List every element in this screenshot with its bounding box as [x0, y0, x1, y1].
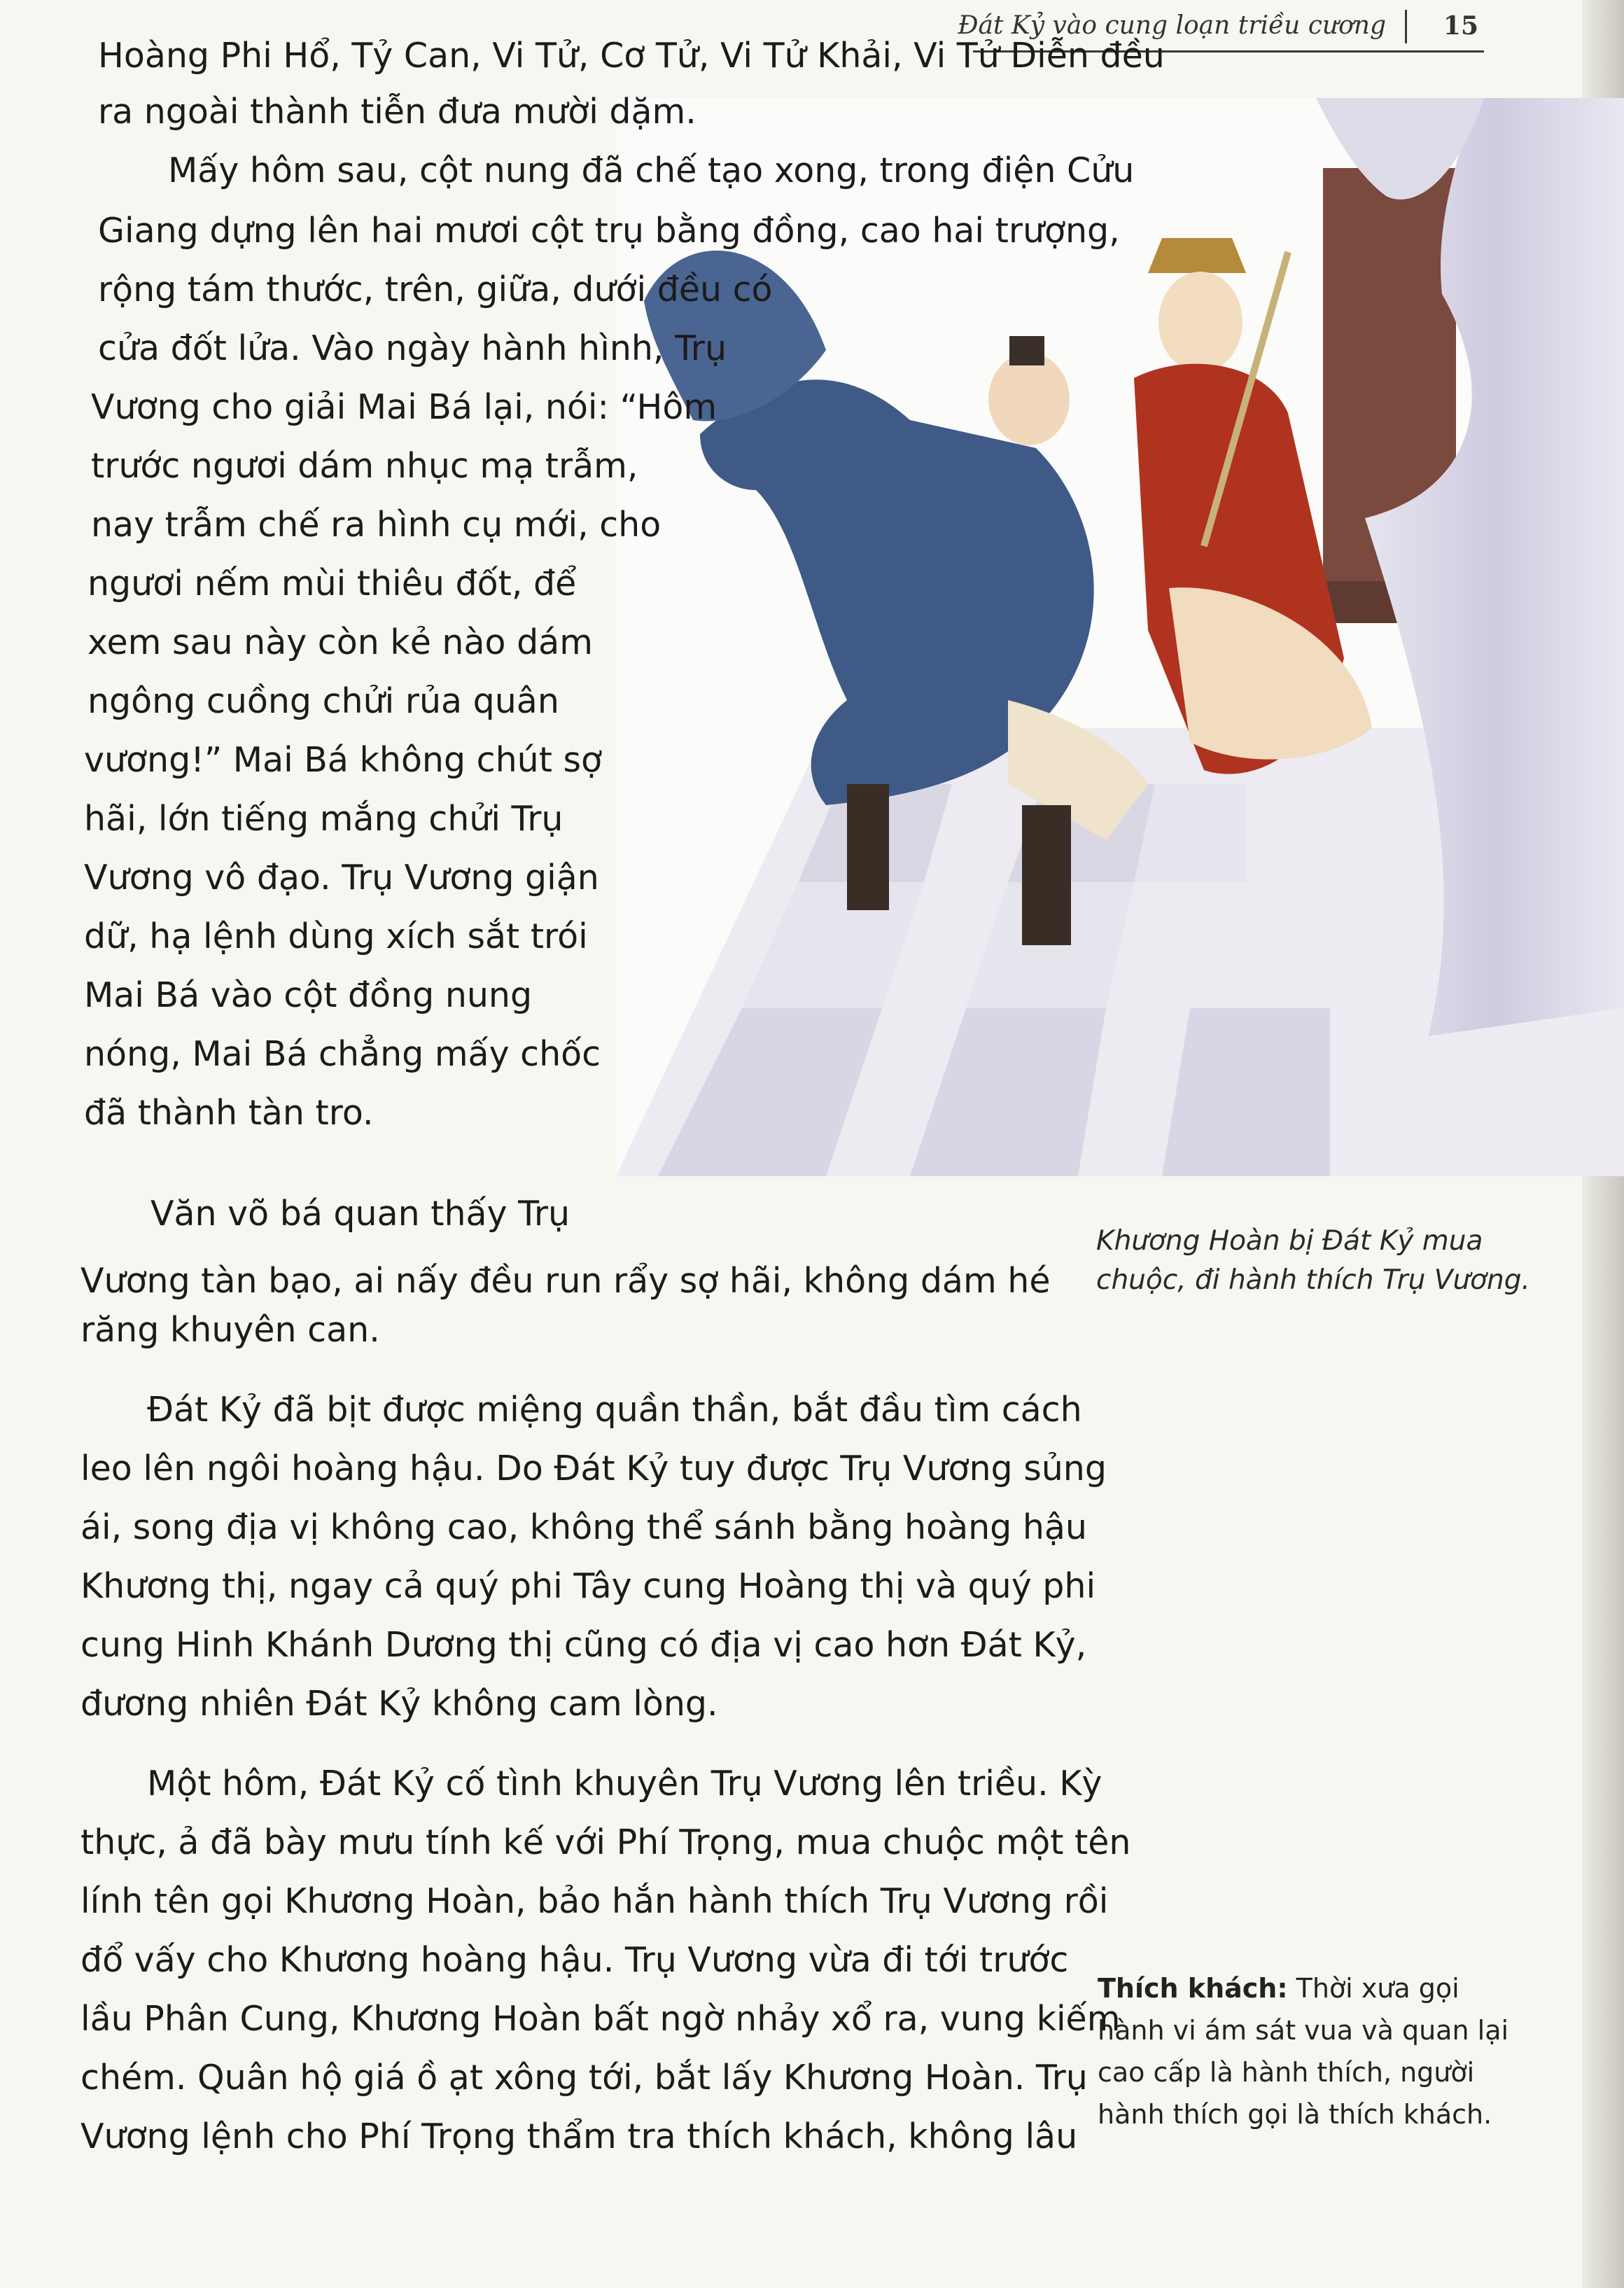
body-line: Vương lệnh cho Phí Trọng thẩm tra thích khách, không lâu — [80, 2116, 1078, 2156]
body-line: ngông cuồng chửi rủa quân — [88, 681, 559, 721]
body-line: Giang dựng lên hai mươi cột trụ bằng đồng, cao hai trượng, — [98, 211, 1120, 251]
page-number: 15 — [1443, 11, 1478, 41]
body-line: ra ngoài thành tiễn đưa mười dặm. — [98, 92, 696, 132]
body-line: thực, ả đã bày mưu tính kế với Phí Trọng, mua chuộc một tên — [80, 1822, 1131, 1862]
body-line: cửa đốt lửa. Vào ngày hành hình, Trụ — [98, 328, 727, 368]
glossary-line: hành thích gọi là thích khách. — [1098, 2099, 1492, 2130]
body-line: dữ, hạ lệnh dùng xích sắt trói — [84, 916, 588, 956]
body-line: ngươi nếm mùi thiêu đốt, để — [88, 564, 577, 604]
body-line: lầu Phân Cung, Khương Hoàn bất ngờ nhảy xổ ra, vung kiếm — [80, 1999, 1121, 2039]
body-line: đương nhiên Đát Kỷ không cam lòng. — [80, 1684, 718, 1724]
body-line: cung Hinh Khánh Dương thị cũng có địa vị cao hơn Đát Kỷ, — [80, 1625, 1087, 1665]
glossary-note — [1098, 1967, 1518, 2135]
body-line: Văn võ bá quan thấy Trụ — [150, 1194, 570, 1234]
body-line: leo lên ngôi hoàng hậu. Do Đát Kỷ tuy được Trụ Vương sủng — [80, 1449, 1107, 1488]
body-line: Hoàng Phi Hổ, Tỷ Can, Vi Tử, Cơ Tử, Vi Tử Khải, Vi Tử Diễn đều — [98, 36, 1165, 76]
body-line: vương!” Mai Bá không chút sợ — [84, 740, 603, 780]
body-line: nóng, Mai Bá chẳng mấy chốc — [84, 1034, 601, 1074]
glossary-line: cao cấp là hành thích, người — [1098, 2057, 1475, 2088]
glossary-line: hành vi ám sát vua và quan lại — [1098, 2015, 1509, 2046]
caption-line: chuộc, đi hành thích Trụ Vương. — [1096, 1264, 1530, 1296]
body-line: Khương thị, ngay cả quý phi Tây cung Hoàng thị và quý phi — [80, 1566, 1096, 1606]
body-line: Vương cho giải Mai Bá lại, nói: “Hôm — [91, 387, 718, 427]
illustration — [616, 98, 1624, 1176]
glossary-term: Thích khách: — [1098, 1973, 1288, 2004]
body-line: ái, song địa vị không cao, không thể sánh bằng hoàng hậu — [80, 1507, 1087, 1547]
body-line: Mai Bá vào cột đồng nung — [84, 975, 533, 1015]
body-line: Mấy hôm sau, cột nung đã chế tạo xong, trong điện Cửu — [168, 151, 1135, 190]
illustration-caption — [1096, 1222, 1530, 1300]
body-line: Đát Kỷ đã bịt được miệng quần thần, bắt đầu tìm cách — [147, 1390, 1082, 1430]
body-line: nay trẫm chế ra hình cụ mới, cho — [91, 505, 662, 545]
illustration-svg — [616, 98, 1624, 1176]
body-line: đã thành tàn tro. — [84, 1093, 374, 1133]
glossary-text: Thời xưa gọi — [1287, 1973, 1460, 2004]
body-line: trước ngươi dám nhục mạ trẫm, — [91, 446, 638, 486]
chapter-title: Đát Kỷ vào cung loạn triều cương — [958, 11, 1386, 40]
body-line: rộng tám thước, trên, giữa, dưới đều có — [98, 270, 773, 309]
body-line: chém. Quân hộ giá ồ ạt xông tới, bắt lấy Khương Hoàn. Trụ — [80, 2058, 1088, 2098]
header-separator — [1405, 10, 1407, 43]
body-line: Vương vô đạo. Trụ Vương giận — [84, 858, 599, 898]
body-line: Vương tàn bạo, ai nấy đều run rẩy sợ hãi, không dám hé — [80, 1261, 1051, 1301]
body-line: Một hôm, Đát Kỷ cố tình khuyên Trụ Vương lên triều. Kỳ — [147, 1764, 1102, 1804]
body-line: lính tên gọi Khương Hoàn, bảo hắn hành thích Trụ Vương rồi — [80, 1881, 1109, 1921]
body-line: xem sau này còn kẻ nào dám — [88, 622, 593, 662]
caption-line: Khương Hoàn bị Đát Kỷ mua — [1096, 1225, 1483, 1257]
body-line: răng khuyên can. — [80, 1310, 380, 1350]
body-line: đổ vấy cho Khương hoàng hậu. Trụ Vương vừa đi tới trước — [80, 1940, 1069, 1980]
body-line: hãi, lớn tiếng mắng chửi Trụ — [84, 799, 564, 839]
